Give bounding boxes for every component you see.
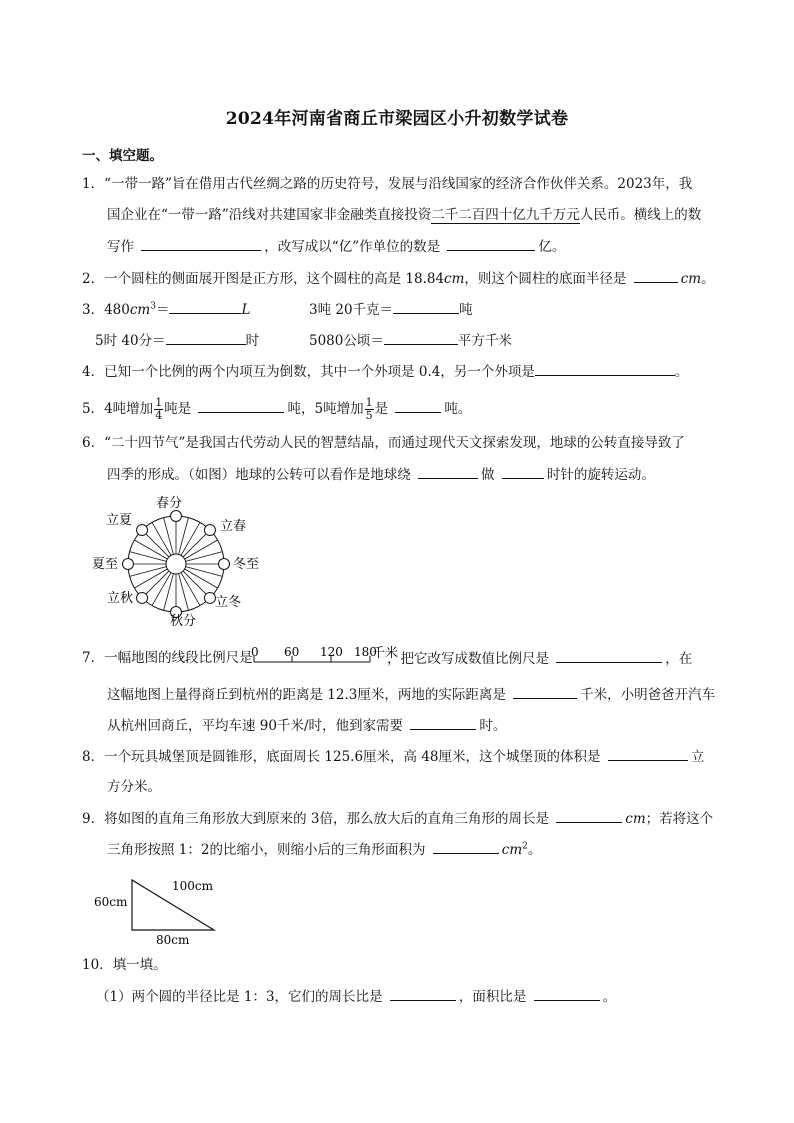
sun-diagram (123, 511, 230, 618)
question-text: 将如图的直角三角形放大到原来的 3倍，那么放大后的直角三角形的周长是 (104, 811, 549, 827)
unit: L (241, 302, 251, 318)
question-2 (82, 268, 715, 289)
question-text: 。 (602, 989, 617, 1005)
answer-blank[interactable] (502, 464, 544, 479)
orbit-ray (186, 552, 223, 562)
side-label-bottom: 80cm (156, 933, 190, 947)
question-7-line-1 (82, 648, 253, 668)
question-text: 平方千米 (457, 333, 512, 349)
question-text: 千米，小明爸爸开汽车 (580, 687, 716, 703)
question-text: 是 (374, 401, 389, 417)
earth-position-circle (137, 525, 148, 536)
orbit-ray (185, 540, 218, 559)
orbit-ray (134, 569, 167, 588)
answer-blank[interactable] (410, 715, 476, 730)
orbit-ray (181, 573, 200, 606)
answer-blank[interactable] (166, 330, 246, 345)
scale-tick-0: 0 (251, 645, 259, 659)
answer-blank[interactable] (433, 839, 499, 854)
scale-tick-180: 180 (354, 645, 377, 659)
question-text: 人民币。横线上的数 (579, 207, 702, 223)
question-7-line-2 (107, 684, 715, 705)
question-8-line-1 (82, 746, 704, 767)
underlined-number-words: 二千二百四十亿九千万元 (431, 207, 580, 223)
question-text: 三角形按照 1：2的比缩小，则缩小后的三角形面积为 (107, 842, 426, 858)
denominator: 4 (155, 409, 163, 422)
orbit-ray (164, 518, 174, 555)
question-10-sub-1 (96, 986, 616, 1007)
question-text: 写作 (107, 239, 134, 255)
scale-unit: 千米 (372, 646, 399, 661)
question-text: 填一填。 (112, 957, 167, 973)
label-start-of-autumn: 立秋 (107, 591, 134, 606)
question-number: 10． (82, 957, 113, 973)
question-text: 480 (104, 302, 130, 318)
question-text: “一带一路”旨在借用古代丝绸之路的历史符号，发展与沿线国家的经济合作伙伴关系。2023年，我 (104, 176, 693, 192)
orbit-ray (152, 522, 171, 555)
question-text: ＝ (155, 302, 170, 318)
question-5 (82, 397, 471, 422)
question-10 (82, 955, 167, 975)
exponent: 2 (522, 841, 528, 852)
question-number: 8． (82, 749, 105, 765)
label-autumn-equinox: 秋分 (170, 614, 197, 629)
question-text: ，把它改写成数值比例尺是 (387, 651, 549, 667)
answer-blank[interactable] (535, 361, 675, 376)
question-text: 一个玩具城堡顶是圆锥形，底面周长 125.6厘米，高 48厘米，这个城堡顶的体积是 (104, 749, 601, 765)
sun-circle (166, 554, 186, 574)
question-8-line-2 (107, 777, 161, 797)
question-6-line-2 (107, 464, 655, 485)
question-text: 。 (527, 842, 542, 858)
question-1-line-2 (107, 205, 701, 225)
exponent: 3 (150, 301, 156, 312)
question-7-line-1-cont (387, 648, 692, 669)
question-text: 吨，5吨增加 (287, 401, 364, 417)
question-text: ，改写成以“亿”作单位的数是 (264, 239, 441, 255)
question-number: 3． (82, 302, 105, 318)
answer-blank[interactable] (447, 236, 535, 251)
page-title: 2024年河南省商丘市梁园区小升初数学试卷 (225, 109, 569, 129)
answer-blank[interactable] (556, 648, 662, 663)
question-number: 5． (82, 401, 105, 417)
earth-position-circle (219, 559, 230, 570)
answer-blank[interactable] (393, 299, 459, 314)
answer-blank[interactable] (556, 808, 622, 823)
orbit-ray (130, 552, 167, 562)
earth-position-circle (171, 511, 182, 522)
solar-terms-diagram (88, 494, 278, 630)
question-text: ，在 (665, 651, 693, 667)
question-text: （1）两个圆的半径比是 1：3，它们的周长比是 (96, 989, 383, 1005)
question-number: 1． (82, 176, 105, 192)
question-text: “二十四节气”是我国古代劳动人民的智慧结晶，而通过现代天文探索发现，地球的公转直接导致了 (104, 435, 685, 451)
question-number: 9． (82, 811, 105, 827)
question-number: 2． (82, 271, 105, 287)
orbit-ray (130, 567, 167, 577)
orbit-ray (186, 567, 223, 577)
right-triangle-figure (92, 872, 222, 948)
question-text: 时 (245, 333, 260, 349)
question-9-line-1 (82, 808, 713, 829)
orbit-ray (185, 569, 218, 588)
orbit-ray (152, 573, 171, 606)
answer-blank[interactable] (634, 268, 678, 283)
question-text: 吨。 (444, 401, 472, 417)
question-4 (82, 361, 688, 382)
question-text: ，面积比是 (458, 989, 527, 1005)
unit: cm (625, 811, 646, 827)
denominator: 5 (365, 409, 373, 422)
answer-blank[interactable] (169, 299, 241, 314)
question-text: 吨是 (164, 401, 192, 417)
question-text: 已知一个比例的两个内项互为倒数，其中一个外项是 0.4，另一个外项是 (104, 364, 535, 380)
side-label-hypotenuse: 100cm (172, 879, 214, 893)
question-text: 立 (690, 749, 705, 765)
question-text: 亿。 (538, 239, 566, 255)
unit: cm (501, 842, 523, 858)
question-text: 吨 (459, 302, 473, 318)
question-text: ；若将这个 (645, 811, 714, 827)
unit: cm (444, 271, 465, 287)
unit: cm (129, 302, 151, 318)
earth-position-circle (137, 592, 148, 603)
question-3-part-d (309, 330, 512, 351)
question-text: 做 (481, 467, 495, 483)
answer-blank[interactable] (395, 398, 441, 413)
section-heading: 一、填空题。 (82, 148, 163, 164)
question-text: 这幅地图上量得商丘到杭州的距离是 12.3厘米，两地的实际距离是 (107, 687, 506, 703)
question-text: 从杭州回商丘，平均车速 90千米/时，他到家需要 (107, 718, 404, 734)
question-text: 5时 40分＝ (95, 333, 166, 349)
orbit-ray (179, 518, 189, 555)
answer-blank[interactable] (418, 464, 478, 479)
question-text: 一个圆柱的侧面展开图是正方形，这个圆柱的高是 18.84 (104, 271, 445, 287)
question-3-part-b (309, 299, 473, 320)
question-text: 3吨 20千克＝ (309, 302, 394, 318)
label-start-of-summer: 立夏 (106, 513, 133, 528)
question-6-line-1 (82, 433, 685, 453)
numerator: 1 (365, 396, 373, 409)
side-label-left: 60cm (94, 895, 128, 909)
orbit-ray (164, 574, 174, 611)
question-3-row-1 (82, 299, 250, 320)
earth-position-circle (123, 559, 134, 570)
answer-blank[interactable] (384, 330, 458, 345)
earth-position-circle (204, 525, 215, 536)
numerator: 1 (155, 396, 163, 409)
question-text: 4吨增加 (104, 401, 154, 417)
answer-blank[interactable] (198, 398, 284, 413)
answer-blank[interactable] (608, 746, 688, 761)
scale-tick-120: 120 (320, 645, 343, 659)
fraction (365, 397, 374, 422)
earth-position-circle (204, 592, 215, 603)
question-3-row-2 (95, 330, 259, 351)
label-winter-solstice: 冬至 (233, 557, 260, 572)
orbit-ray (179, 574, 189, 611)
scale-tick-60: 60 (284, 645, 300, 659)
question-text: 时。 (479, 718, 507, 734)
line-segment-scale (250, 640, 410, 670)
answer-blank[interactable] (513, 684, 577, 699)
orbit-ray (134, 540, 167, 559)
question-1-line-1 (82, 174, 692, 194)
question-text: 国企业在“一带一路”沿线对共建国家非金融类直接投资 (107, 207, 432, 223)
unit: cm (680, 271, 702, 287)
question-text: 时针的旋转运动。 (546, 467, 655, 483)
question-number: 4． (82, 364, 105, 380)
label-spring-equinox: 春分 (156, 496, 183, 511)
label-start-of-spring: 立春 (220, 519, 247, 534)
question-text: 方分米。 (107, 779, 161, 795)
answer-blank[interactable] (390, 986, 456, 1001)
fraction (154, 397, 163, 422)
question-text: 。 (674, 364, 689, 380)
question-text: ，则这个圆柱的底面半径是 (464, 271, 627, 287)
question-text: 四季的形成。（如图）地球的公转可以看作是地球绕 (107, 467, 411, 483)
answer-blank[interactable] (141, 236, 261, 251)
question-number: 7． (82, 650, 105, 666)
label-start-of-winter: 立冬 (215, 595, 242, 610)
question-9-line-2 (107, 839, 541, 860)
answer-blank[interactable] (534, 986, 600, 1001)
label-summer-solstice: 夏至 (92, 557, 119, 572)
question-1-line-3 (107, 236, 565, 257)
question-7-line-3 (107, 715, 506, 736)
question-text: 一幅地图的线段比例尺是 (104, 650, 253, 666)
question-number: 6． (82, 435, 105, 451)
question-text: 5080公顷＝ (309, 333, 384, 349)
question-text: 。 (701, 271, 715, 287)
orbit-ray (181, 522, 200, 555)
